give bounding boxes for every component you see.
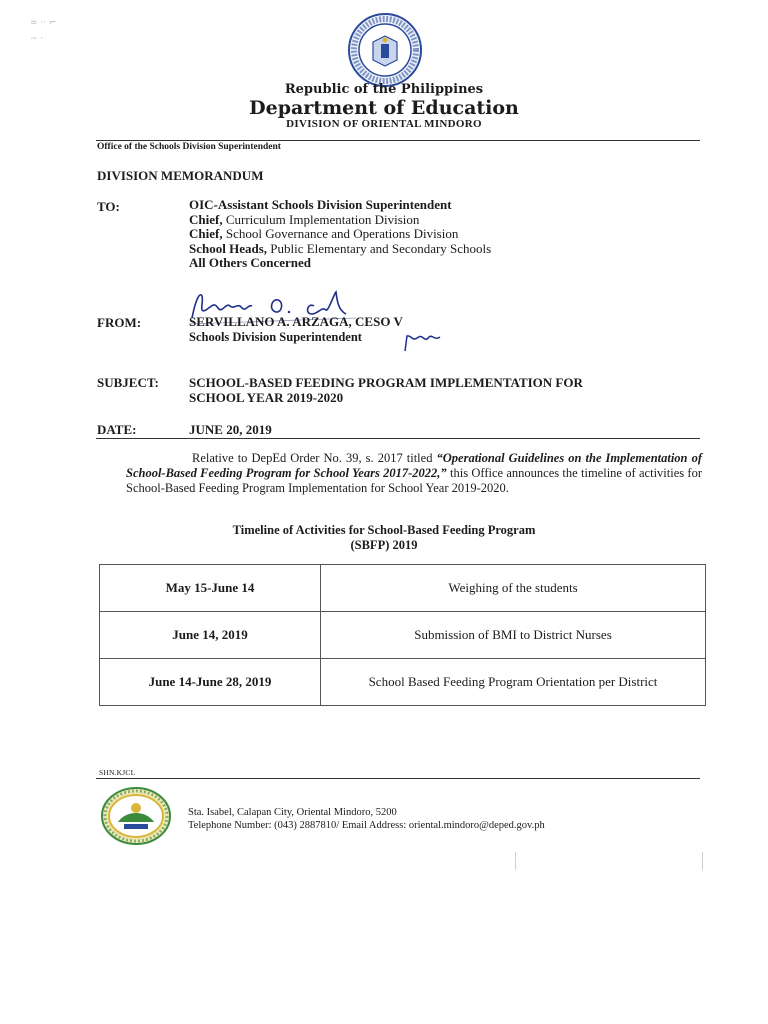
- table-row: [100, 659, 706, 706]
- recipient-list: [189, 198, 491, 271]
- typist-initials: SHN.KJCL: [99, 768, 136, 777]
- timeline-date: June 14, 2019: [100, 612, 321, 659]
- scan-mark: [515, 852, 516, 870]
- division-logo-icon: [100, 786, 172, 846]
- from-title: Schools Division Superintendent: [189, 330, 362, 344]
- from-label: FROM:: [97, 315, 142, 330]
- header-divider: [96, 140, 700, 141]
- timeline-activity: School Based Feeding Program Orientation per District: [321, 659, 706, 706]
- body-paragraph: Relative to DepEd Order No. 39, s. 2017 titled “Operational Guidelines on the Implementation of School-Based Feeding Program for School Years 2017-2022,” this Office announces the timeline of activities for School-Based Feeding Program Implementation for School Year 2019-2020.: [126, 451, 703, 495]
- subject-line: SCHOOL YEAR 2019-2020: [189, 390, 344, 405]
- office-name: Office of the Schools Division Superintendent: [97, 142, 281, 152]
- republic-text: Republic of the Philippines: [284, 82, 484, 97]
- timeline-title: Timeline of Activities for School-Based Feeding Program: [232, 523, 536, 537]
- date-value: JUNE 20, 2019: [189, 422, 272, 437]
- scan-mark: [702, 852, 703, 870]
- memo-type: DIVISION MEMORANDUM: [97, 168, 264, 183]
- scan-mark: ~ ·: [30, 34, 44, 44]
- to-label: TO:: [97, 199, 120, 214]
- timeline-date: June 14-June 28, 2019: [100, 659, 321, 706]
- scan-mark: = ·· ⌐: [30, 18, 57, 28]
- recipient-item: OIC-Assistant Schools Division Superintendent: [189, 197, 452, 212]
- footer-divider: [96, 778, 700, 779]
- timeline-table: [99, 564, 706, 706]
- recipient-item: School Heads, Public Elementary and Secondary Schools: [189, 240, 492, 256]
- division-name: DIVISION OF ORIENTAL MINDORO: [286, 118, 482, 130]
- subject-line: SCHOOL-BASED FEEDING PROGRAM IMPLEMENTATION FOR: [189, 375, 583, 390]
- from-name: SERVILLANO A. ARZAGA, CESO V: [189, 314, 403, 329]
- recipient-item: Chief, Curriculum Implementation Division: [189, 211, 420, 227]
- date-label: DATE:: [97, 422, 137, 437]
- recipient-item: All Others Concerned: [189, 255, 312, 271]
- timeline-activity: Weighing of the students: [321, 565, 706, 612]
- timeline-activity: Submission of BMI to District Nurses: [321, 612, 706, 659]
- footer-contact: Telephone Number: (043) 2887810/ Email Address: oriental.mindoro@deped.gov.ph: [188, 820, 545, 831]
- recipient-item: Chief, School Governance and Operations Division: [189, 226, 459, 242]
- table-row: [100, 612, 706, 659]
- date-divider: [96, 438, 700, 439]
- timeline-date: May 15-June 14: [100, 565, 321, 612]
- table-row: [100, 565, 706, 612]
- initial-mark-icon: [402, 331, 444, 353]
- deped-seal-icon: [347, 12, 423, 88]
- department-title: Department of Education: [249, 97, 519, 119]
- footer-address: Sta. Isabel, Calapan City, Oriental Mindoro, 5200: [188, 807, 397, 818]
- subject-label: SUBJECT:: [97, 375, 159, 390]
- timeline-subtitle: (SBFP) 2019: [350, 538, 418, 552]
